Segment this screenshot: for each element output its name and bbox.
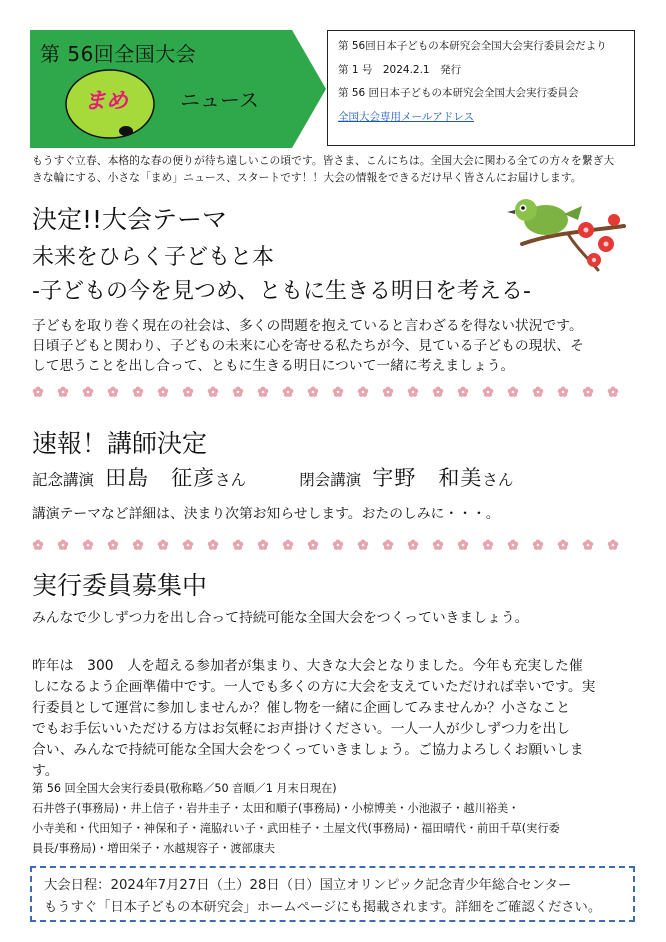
flower-icon — [408, 387, 419, 397]
closing-label: 閉会講演 — [299, 471, 362, 489]
flower-icon — [208, 387, 219, 397]
banner-subtitle: ニュース — [180, 88, 259, 112]
event-info-box — [30, 866, 635, 922]
flower-icon — [358, 387, 369, 397]
members-line: 石井啓子(事務局)・井上信子・岩井圭子・太田和順子(事務局)・小椋博美・小池淑子・越川裕美・ — [32, 802, 520, 815]
flower-icon — [133, 387, 144, 397]
recruit-heading: 実行委員募集中 — [32, 571, 208, 600]
flower-icon — [33, 387, 44, 397]
flower-icon — [458, 540, 469, 550]
flower-icon — [458, 387, 469, 397]
issue-info-box — [327, 30, 635, 146]
flower-icon — [308, 540, 319, 550]
info-committee: 第 56 回日本子どもの本研究会全国大会実行委員会 — [338, 87, 579, 99]
flower-icon — [233, 540, 244, 550]
flower-icon — [133, 540, 144, 550]
recruit-body-line: 昨年は 300 人を超える参加者が集まり、大きな大会となりました。今年も充実した催 — [32, 658, 583, 674]
recruit-body-line: しになるよう企画準備中です。一人でも多くの方に大会を支えていただければ幸いです。実 — [32, 679, 596, 695]
flower-icon — [183, 387, 194, 397]
recruit-lead: みんなで少しずつ力を出し合って持続可能な全国大会をつくっていきましょう。 — [32, 610, 529, 626]
flower-icon — [208, 540, 219, 550]
flower-icon — [433, 540, 444, 550]
banner-title: 第 56回全国大会 — [40, 42, 197, 66]
speaker-line — [32, 462, 513, 492]
honorific: さん — [482, 471, 514, 489]
flower-icon — [408, 540, 419, 550]
theme-title: 未来をひらく子どもと本 — [32, 245, 275, 270]
theme-body-line: 子どもを取り巻く現在の社会は、多くの問題を抱えていると言わざるを得ない状況です。 — [32, 318, 583, 334]
recruit-body-line: 合い、みんなで持続可能な全国大会をつくっていきましょう。ご協力よろしくお願いしま — [32, 742, 584, 758]
speakers-heading: 速報！講師決定 — [32, 429, 208, 458]
theme-body-line: して思うことを出し合って、ともに生きる明日について一緒に考えましょう。 — [32, 358, 515, 374]
flower-dot-row-icon — [30, 385, 630, 399]
intro-line-1: もうすぐ立春、本格的な春の便りが待ち遠しいこの頃です。皆さま、こんにちは。全国大会に関わる全ての方々を繋ぎ大 — [32, 154, 615, 167]
mame-logo-text: まめ — [83, 89, 128, 114]
flower-icon — [258, 540, 269, 550]
flower-icon — [483, 540, 494, 550]
flower-icon — [383, 540, 394, 550]
flower-icon — [308, 387, 319, 397]
recruit-body-line: す。 — [32, 763, 59, 779]
flower-icon — [233, 387, 244, 397]
info-publisher: 第 56回日本子どもの本研究会全国大会実行委員会だより — [338, 40, 607, 52]
flower-icon — [483, 387, 494, 397]
flower-icon — [558, 540, 569, 550]
flower-icon — [183, 540, 194, 550]
flower-icon — [333, 387, 344, 397]
theme-body-line: 日頃子どもと関わり、子どもの未来に心を寄せる私たちが今、見ている子どもの現状、そ — [32, 338, 584, 354]
flower-icon — [258, 387, 269, 397]
members-line: 小寺美和・代田知子・神保和子・滝脇れい子・武田桂子・土屋文代(事務局)・福田晴代・前田千草(実行委 — [32, 822, 560, 835]
flower-icon — [533, 540, 544, 550]
flower-icon — [158, 387, 169, 397]
flower-icon — [608, 540, 619, 550]
bean-icon — [119, 126, 133, 136]
flower-icon — [283, 540, 294, 550]
flower-icon — [558, 387, 569, 397]
email-address-link[interactable]: 全国大会専用メールアドレス — [338, 111, 474, 123]
flower-icon — [383, 387, 394, 397]
keynote-label: 記念講演 — [32, 471, 95, 489]
flower-icon — [58, 387, 69, 397]
bird-on-plum-branch-icon — [498, 188, 626, 274]
flower-icon — [508, 387, 519, 397]
keynote-speaker-name: 田島 征彦 — [105, 466, 216, 490]
flower-icon — [508, 540, 519, 550]
theme-subtitle: -子どもの今を見つめ、ともに生きる明日を考える- — [32, 279, 531, 304]
event-schedule: 大会日程：2024年7月27日（土）28日（日）国立オリンピック記念青少年総合センター — [44, 878, 572, 893]
flower-icon — [108, 540, 119, 550]
recruit-body-line: 行委員として運営に参加しませんか？催し物を一緒に企画してみませんか？小さなこと — [32, 700, 571, 716]
flower-icon — [608, 387, 619, 397]
homepage-notice: もうすぐ「日本子どもの本研究会」ホームページにも掲載されます。詳細をご確認ください。 — [44, 900, 602, 915]
flower-icon — [158, 540, 169, 550]
flower-icon — [58, 540, 69, 550]
flower-icon — [83, 387, 94, 397]
intro-line-2: きな輪にする、小さな「まめ」ニュース、スタートです！！大会の情報をできるだけ早く皆さんにお届けします。 — [32, 171, 582, 184]
flower-icon — [333, 540, 344, 550]
flower-icon — [583, 387, 594, 397]
members-heading: 第 56 回全国大会実行委員(敬称略／50 音順／1 月末日現在) — [32, 782, 337, 795]
flower-icon — [583, 540, 594, 550]
members-line: 員長/事務局)・増田栄子・水越規容子・渡部康夫 — [32, 842, 276, 855]
flower-icon — [33, 540, 44, 550]
info-issue-date: 第 1 号 2024.2.1 発行 — [338, 64, 462, 76]
closing-speaker-name: 宇野 和美 — [372, 466, 483, 490]
theme-heading: 決定!!大会テーマ — [32, 205, 228, 234]
flower-icon — [533, 387, 544, 397]
flower-icon — [358, 540, 369, 550]
flower-dot-row-icon — [30, 538, 630, 552]
flower-icon — [283, 387, 294, 397]
honorific: さん — [215, 471, 247, 489]
speakers-note: 講演テーマなど詳細は、決まり次第お知らせします。おたのしみに・・・。 — [32, 506, 500, 522]
recruit-body-line: でもお手伝いいただける方はお気軽にお声掛けください。一人一人が少しずつ力を出し — [32, 721, 571, 737]
flower-icon — [433, 387, 444, 397]
flower-icon — [108, 387, 119, 397]
flower-icon — [83, 540, 94, 550]
